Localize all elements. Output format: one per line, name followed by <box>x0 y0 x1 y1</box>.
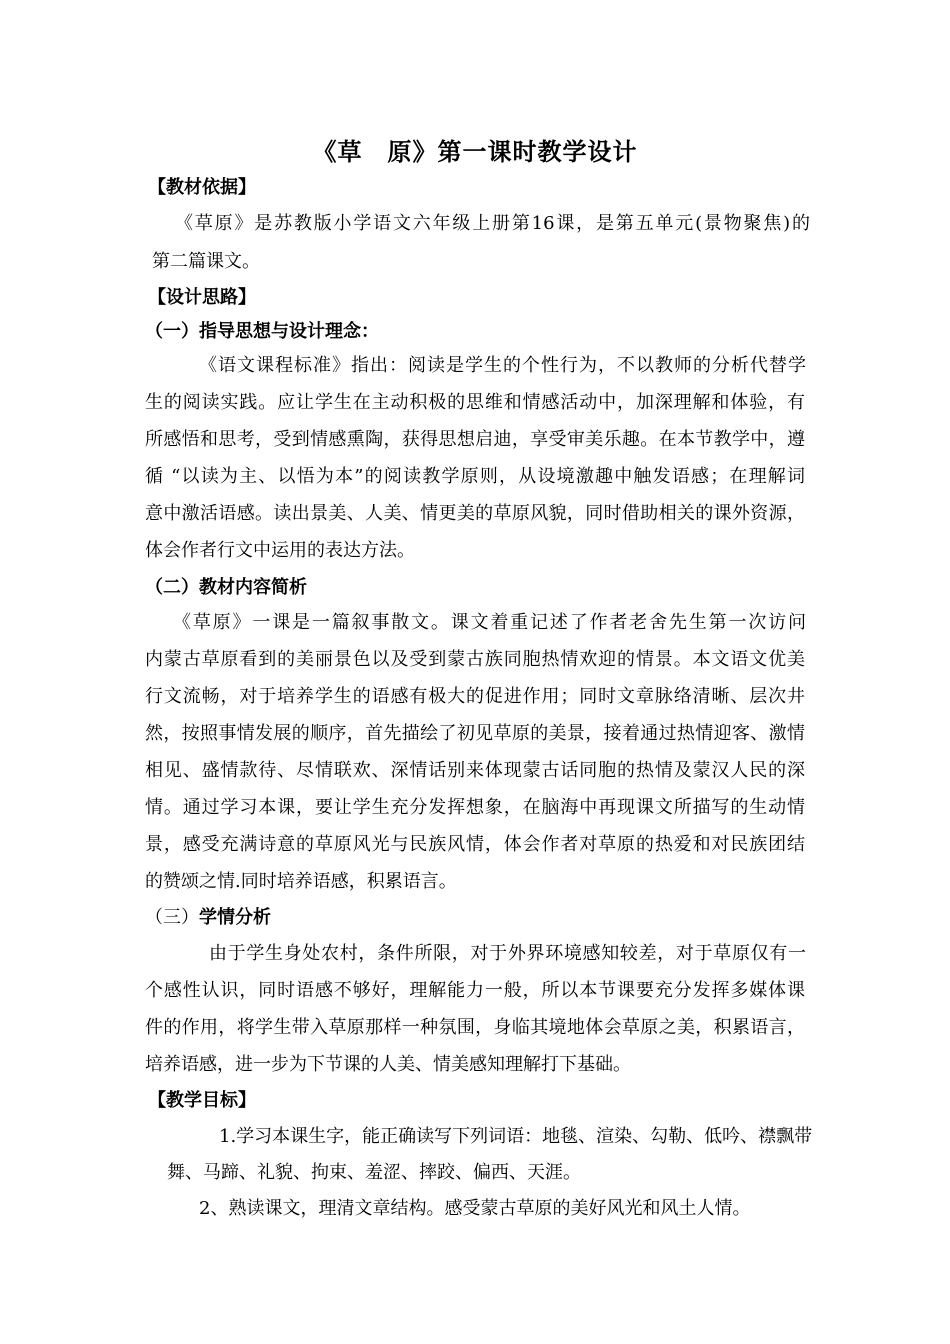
subsection-heading-learners <box>145 906 271 930</box>
paragraph-line: 所感悟和思考，受到情感熏陶，获得思想启迪，享受审美乐趣。在本节教学中，遵 <box>145 429 805 450</box>
paragraph-line: 然，按照事情发展的顺序，首先描绘了初见草原的美景，接着通过热情迎客、激情 <box>145 723 805 744</box>
subsection-heading-philosophy: （一）指导思想与设计理念： <box>145 321 379 342</box>
paragraph-line: 第二篇课文。 <box>152 251 260 272</box>
paragraph-line: 内蒙古草原看到的美丽景色以及受到蒙古族同胞热情欢迎的情景。本文语文优美 <box>145 649 805 670</box>
paragraph-line: 个感性认识，同时语感不够好，理解能力一般，所以本节课要充分发挥多媒体课 <box>145 980 805 1001</box>
paragraph-line: 相见、盛情款待、尽情联欢、深情话别来体现蒙古话同胞的热情及蒙汉人民的深 <box>145 760 805 781</box>
subsection-heading-text: 学情分析 <box>199 907 271 928</box>
paragraph-line: 行文流畅，对于培养学生的语感有极大的促进作用；同时文章脉络清晰、层次井 <box>145 686 805 707</box>
paragraph-line: 件的作用，将学生带入草原那样一种氛围，身临其境地体会草原之美，积累语言， <box>145 1017 805 1038</box>
paragraph-line: 循 “以读为主、以悟为本”的阅读教学原则，从设境激趣中触发语感；在理解词 <box>145 466 805 487</box>
section-heading-design: 【设计思路】 <box>148 287 256 308</box>
paragraph-line: 培养语感，进一步为下节课的人美、情美感知理解打下基础。 <box>145 1054 631 1075</box>
document-title: 《草 原》第一课时教学设计 <box>312 138 638 166</box>
paragraph-line: 意中激活语感。读出景美、人美、情更美的草原风貌，同时借助相关的课外资源， <box>145 503 805 524</box>
paragraph-line: 由于学生身处农村，条件所限，对于外界环境感知较差，对于草原仅有一 <box>209 943 806 964</box>
paragraph-line: 景，感受充满诗意的草原风光与民族风情，体会作者对草原的热爱和对民族团结 <box>145 834 805 855</box>
paragraph-line: 情。通过学习本课，要让学生充分发挥想象，在脑海中再现课文所描写的生动情 <box>145 797 805 818</box>
subsection-heading-prefix: （三） <box>145 907 199 928</box>
paragraph-line: 的赞颂之情.同时培养语感，积累语言。 <box>145 871 457 892</box>
paragraph-line: 生的阅读实践。应让学生在主动积极的思维和情感活动中，加深理解和体验，有 <box>145 392 805 413</box>
paragraph-line: 体会作者行文中运用的表达方法。 <box>145 540 415 561</box>
paragraph-line: 1.学习本课生字，能正确读写下列词语：地毯、渲染、勾勒、低吟、襟飘带 <box>219 1126 813 1147</box>
paragraph-line: 《草原》是苏教版小学语文六年级上册第16课，是第五单元(景物聚焦)的 <box>175 213 810 234</box>
section-heading-basis: 【教材依据】 <box>148 177 256 198</box>
paragraph-line: 2、熟读课文，理清文章结构。感受蒙古草原的美好风光和风土人情。 <box>199 1198 751 1219</box>
paragraph-line: 《草原》一课是一篇叙事散文。课文着重记述了作者老舍先生第一次访问 <box>173 612 806 633</box>
section-heading-goals: 【教学目标】 <box>148 1090 256 1111</box>
paragraph-line: 《语文课程标准》指出：阅读是学生的个性行为，不以教师的分析代替学 <box>199 355 806 376</box>
paragraph-line: 舞、马蹄、礼貌、拘束、羞涩、摔跤、偏西、天涯。 <box>167 1162 581 1183</box>
subsection-heading-content: （二）教材内容简析 <box>145 577 307 598</box>
